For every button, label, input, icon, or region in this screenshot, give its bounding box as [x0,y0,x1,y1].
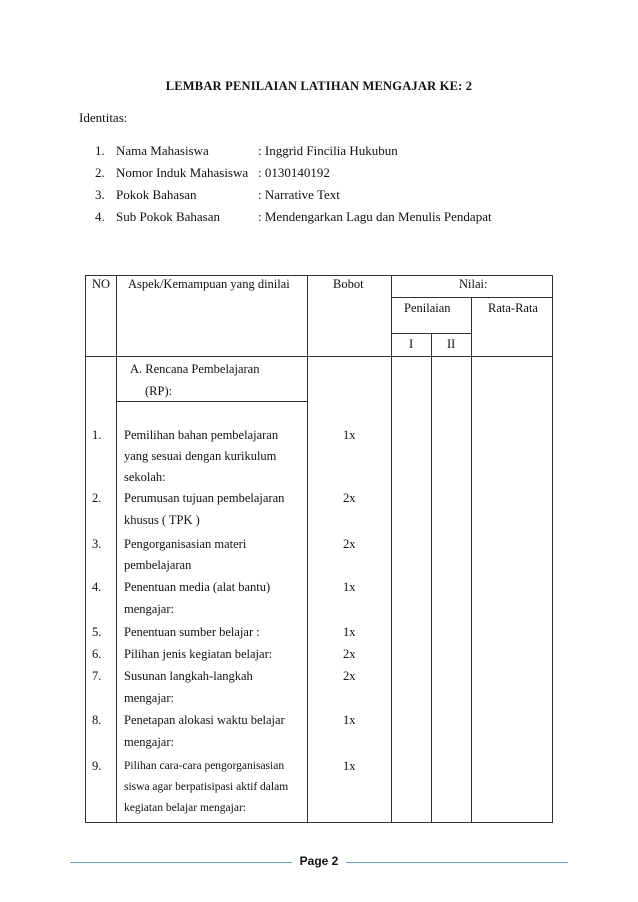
row-aspek: mengajar: [124,691,174,705]
identity-number: 3. [95,187,105,202]
row-aspek: Perumusan tujuan pembelajaran [124,491,285,505]
identity-label: Nomor Induk Mahasiswa [116,165,249,180]
identity-label: Nama Mahasiswa [116,143,209,158]
table-divider [391,297,553,298]
table-divider [85,356,553,357]
row-aspek: pembelajaran [124,558,192,572]
header-no: NO [92,277,111,291]
row-bobot: 1x [343,759,356,773]
row-aspek: sekolah: [124,470,166,484]
table-divider [391,275,392,823]
row-bobot: 2x [343,647,356,661]
row-number: 1. [92,428,102,442]
row-aspek: Penentuan media (alat bantu) [124,580,271,594]
row-bobot: 1x [343,713,356,727]
header-rata-rata: Rata-Rata [488,301,538,315]
table-divider [431,333,432,823]
row-number: 6. [92,647,102,661]
row-bobot: 2x [343,669,356,683]
table-divider [116,401,307,402]
row-aspek: Pemilihan bahan pembelajaran [124,428,279,442]
row-bobot: 1x [343,625,356,639]
row-aspek: Susunan langkah-langkah [124,669,253,683]
table-border-bottom [85,822,553,823]
table-divider [307,275,308,823]
header-penilaian: Penilaian [404,301,451,315]
page-number: Page 2 [299,854,339,868]
row-number: 9. [92,759,102,773]
identity-value: : 0130140192 [258,165,330,180]
page-title: LEMBAR PENILAIAN LATIHAN MENGAJAR KE: 2 [165,79,473,93]
header-bobot: Bobot [333,277,364,291]
row-aspek: Pilihan jenis kegiatan belajar: [124,647,273,661]
identity-label: Sub Pokok Bahasan [116,209,220,224]
table-border-left [85,275,86,823]
identity-number: 2. [95,165,105,180]
section-title: A. Rencana Pembelajaran [130,362,260,376]
row-bobot: 1x [343,580,356,594]
header-i: I [409,337,414,351]
row-bobot: 1x [343,428,356,442]
identity-value: : Inggrid Fincilia Hukubun [258,143,398,158]
row-aspek: khusus ( TPK ) [124,513,200,527]
identity-value: : Narrative Text [258,187,340,202]
table-divider [116,275,117,823]
identitas-label: Identitas: [79,110,128,125]
identity-label: Pokok Bahasan [116,187,197,202]
row-aspek: Pengorganisasian materi [124,537,247,551]
header-nilai: Nilai: [459,277,488,291]
header-ii: II [447,337,456,351]
row-bobot: 2x [343,537,356,551]
row-aspek: Pilihan cara-cara pengorganisasian [124,760,285,772]
row-number: 8. [92,713,102,727]
row-number: 4. [92,580,102,594]
row-aspek: siswa agar berpatisipasi aktif dalam [124,781,289,793]
row-aspek: mengajar: [124,602,174,616]
identity-number: 1. [95,143,105,158]
row-number: 5. [92,625,102,639]
table-border-top [85,275,553,276]
row-bobot: 2x [343,491,356,505]
row-aspek: Penetapan alokasi waktu belajar [124,713,285,727]
table-border-right [552,275,553,823]
row-aspek: Penentuan sumber belajar : [124,625,260,639]
header-aspek: Aspek/Kemampuan yang dinilai [128,277,290,291]
row-number: 3. [92,537,102,551]
identity-value: : Mendengarkan Lagu dan Menulis Pendapat [258,209,492,224]
section-title-cont: (RP): [145,384,173,398]
row-number: 7. [92,669,102,683]
row-aspek: kegiatan belajar mengajar: [124,802,246,814]
row-number: 2. [92,491,102,505]
table-divider [471,297,472,823]
identity-number: 4. [95,209,105,224]
row-aspek: mengajar: [124,735,174,749]
row-aspek: yang sesuai dengan kurikulum [124,449,277,463]
